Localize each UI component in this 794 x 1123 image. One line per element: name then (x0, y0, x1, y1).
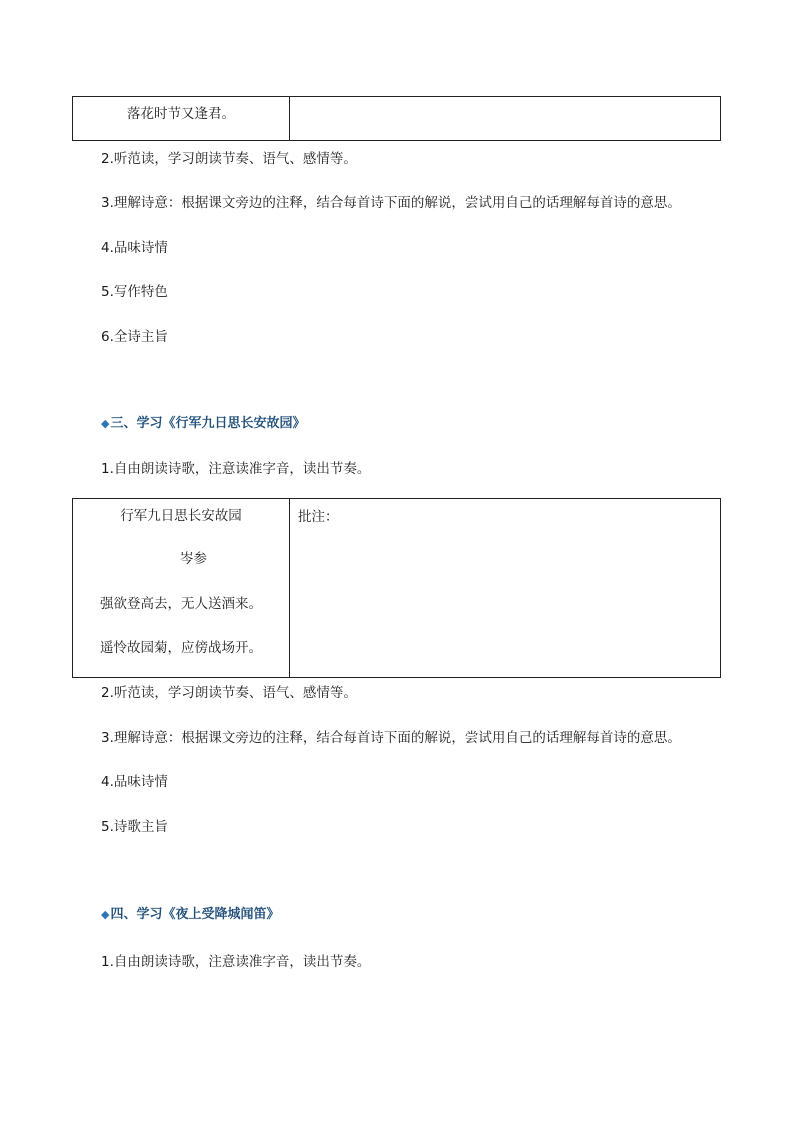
poem-table (72, 498, 721, 678)
poem-line: 遥怜故园菊，应傍战场开。 (100, 640, 262, 656)
list-item: 2.听范读，学习朗读节奏、语气、感情等。 (101, 151, 357, 167)
section-heading-text: 三、学习《行军九日思长安故园》 (110, 416, 306, 431)
list-item: 4.品味诗情 (101, 240, 168, 256)
list-item: 3.理解诗意：根据课文旁边的注释，结合每首诗下面的解说，尝试用自己的话理解每首诗的意思。 (101, 730, 681, 746)
list-item: 5.写作特色 (101, 284, 168, 300)
list-item: 1.自由朗读诗歌，注意读准字音，读出节奏。 (101, 461, 371, 477)
poem-cell (73, 499, 290, 677)
section-heading (101, 906, 279, 924)
list-item: 2.听范读，学习朗读节奏、语气、感情等。 (101, 685, 357, 701)
annotation-cell (290, 499, 720, 677)
poem-line: 落花时节又逢君。 (127, 106, 235, 122)
section-heading-text: 四、学习《夜上受降城闻笛》 (110, 907, 280, 922)
poem-table-continued (72, 96, 721, 141)
section-heading (101, 415, 305, 433)
list-item: 6.全诗主旨 (101, 329, 168, 345)
diamond-bullet-icon: ◆ (101, 908, 110, 921)
annotation-label: 批注： (298, 509, 339, 525)
poem-cell (73, 97, 290, 140)
poem-author: 岑参 (180, 551, 207, 567)
list-item: 1.自由朗读诗歌，注意读准字音，读出节奏。 (101, 954, 371, 970)
list-item: 5.诗歌主旨 (101, 819, 168, 835)
poem-title: 行军九日思长安故园 (120, 508, 242, 524)
annotation-cell (290, 97, 720, 140)
list-item: 4.品味诗情 (101, 774, 168, 790)
poem-line: 强欲登高去，无人送酒来。 (100, 596, 262, 612)
diamond-bullet-icon: ◆ (101, 417, 110, 430)
list-item: 3.理解诗意：根据课文旁边的注释，结合每首诗下面的解说，尝试用自己的话理解每首诗的意思。 (101, 195, 681, 211)
